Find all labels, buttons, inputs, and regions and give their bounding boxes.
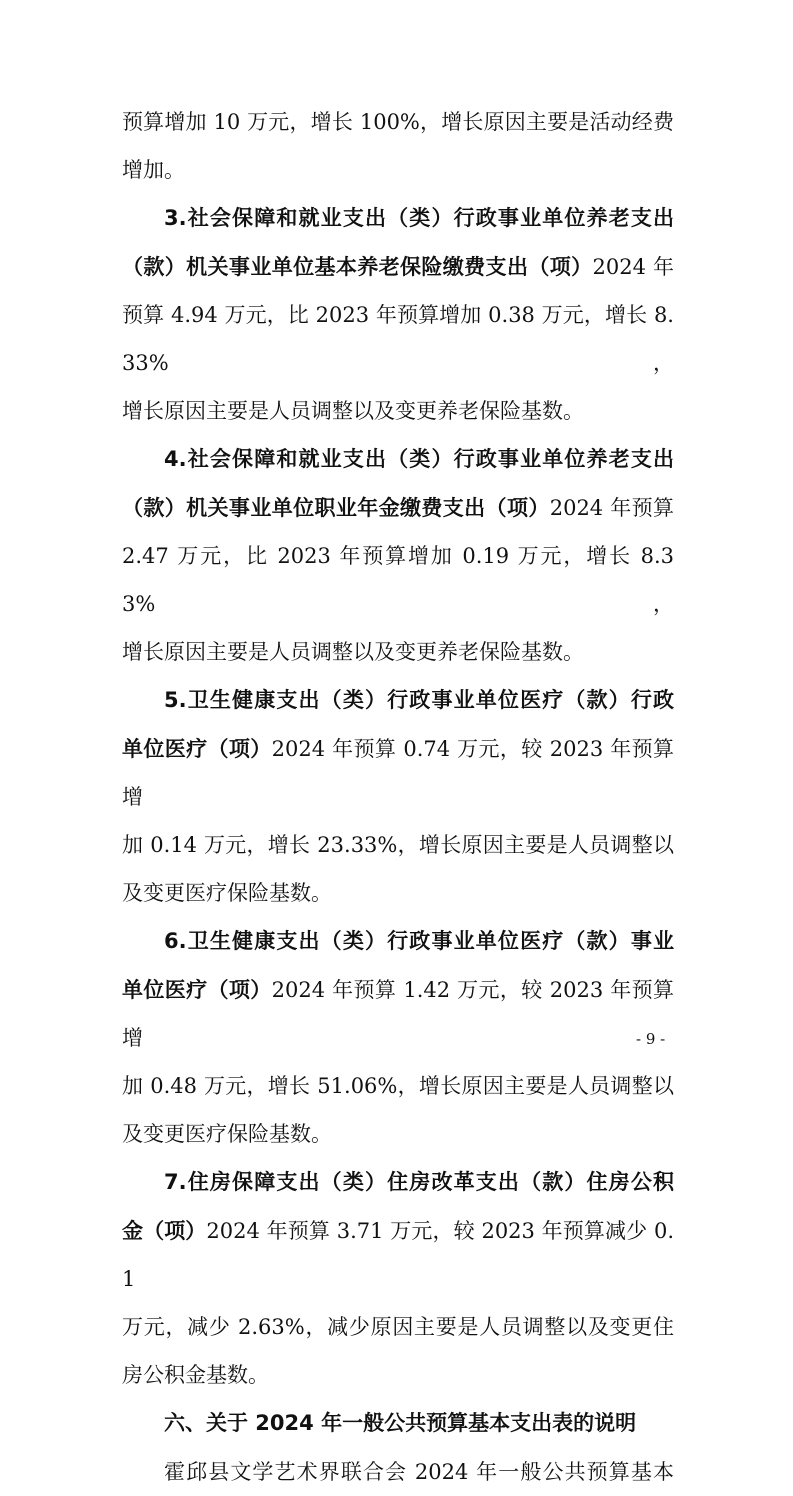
item-7-heading-line-2: 金（项）	[122, 1218, 207, 1243]
item-7-paragraph	[122, 1158, 674, 1399]
item-7-text-line-2: 2024 年预算 3.71 万元，较 2023 年预算减少 0.1	[122, 1218, 675, 1291]
closing-line: 霍邱县文学艺术界联合会 2024 年一般公共预算基本	[164, 1459, 674, 1484]
item-5-heading-line-2: 单位医疗（项）	[122, 736, 272, 761]
item-3-line-4: 增长原因主要是人员调整以及变更养老保险基数。	[122, 399, 584, 424]
item-5-text-line-2: 2024 年预算 0.74 万元，较 2023 年预算增	[122, 736, 674, 809]
item-6-line-2	[122, 966, 674, 1062]
item-3-line-3: 预算 4.94 万元，比 2023 年预算增加 0.38 万元，增长 8.33%，	[122, 302, 674, 376]
item-5-heading-line-1: 5.卫生健康支出（类）行政事业单位医疗（款）行政	[164, 688, 674, 713]
item-6-heading-line-1: 6.卫生健康支出（类）行政事业单位医疗（款）事业	[164, 929, 674, 954]
item-3-paragraph	[122, 194, 674, 435]
page-number: - 9 -	[636, 1030, 666, 1048]
item-3-line-2	[122, 243, 674, 291]
section-heading: 六、关于 2024 年一般公共预算基本支出表的说明	[164, 1411, 637, 1436]
item-6-heading-line-2: 单位医疗（项）	[122, 977, 272, 1002]
item-4-heading-line-2: （款）机关事业单位职业年金缴费支出（项）	[122, 495, 550, 520]
item-5-line-3: 加 0.14 万元，增长 23.33%，增长原因主要是人员调整以	[122, 833, 674, 858]
item-4-paragraph	[122, 435, 674, 676]
item-4-text-line-2: 2024 年预算	[549, 495, 674, 520]
item-5-line-2	[122, 725, 674, 821]
item-7-heading-line-1: 7.住房保障支出（类）住房改革支出（款）住房公积	[164, 1170, 674, 1195]
intro-line-2: 增加。	[122, 158, 185, 183]
document-body	[122, 98, 674, 1496]
item-7-line-4: 房公积金基数。	[122, 1363, 269, 1388]
item-6-paragraph	[122, 917, 674, 1158]
item-4-line-3: 2.47 万元，比 2023 年预算增加 0.19 万元，增长 8.33%，	[122, 543, 674, 617]
item-3-text-line-2: 2024 年	[592, 254, 675, 279]
item-4-line-2	[122, 484, 674, 532]
item-6-line-4: 及变更医疗保险基数。	[122, 1122, 332, 1147]
item-7-line-3: 万元，减少 2.63%，减少原因主要是人员调整以及变更住	[122, 1315, 674, 1340]
item-6-line-3: 加 0.48 万元，增长 51.06%，增长原因主要是人员调整以	[122, 1074, 674, 1099]
item-4-heading-line-1: 4.社会保障和就业支出（类）行政事业单位养老支出	[164, 447, 674, 472]
item-5-paragraph	[122, 676, 674, 917]
item-3-heading-line-2: （款）机关事业单位基本养老保险缴费支出（项）	[122, 254, 593, 279]
item-7-line-2	[122, 1207, 674, 1303]
item-6-text-line-2: 2024 年预算 1.42 万元，较 2023 年预算增	[122, 977, 674, 1050]
intro-paragraph	[122, 98, 674, 194]
item-3-heading-line-1: 3.社会保障和就业支出（类）行政事业单位养老支出	[164, 206, 674, 231]
item-5-line-4: 及变更医疗保险基数。	[122, 881, 332, 906]
item-4-line-4: 增长原因主要是人员调整以及变更养老保险基数。	[122, 640, 584, 665]
intro-line-1: 预算增加 10 万元，增长 100%，增长原因主要是活动经费	[122, 110, 674, 134]
